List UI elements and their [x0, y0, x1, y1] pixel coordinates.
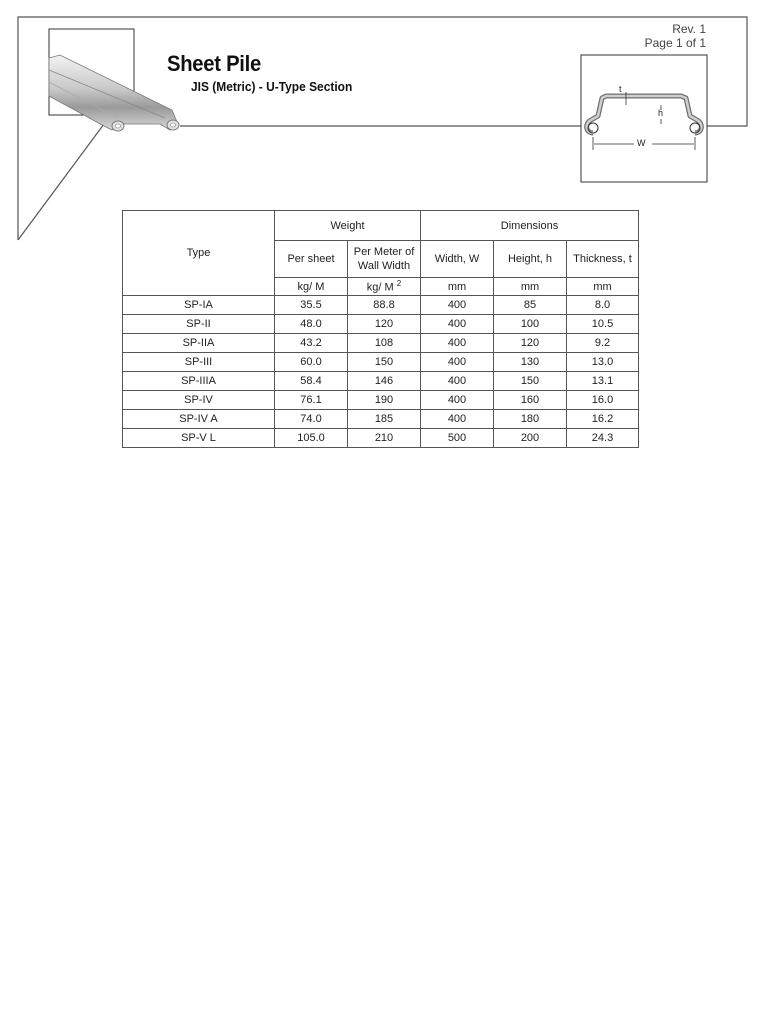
- cell-thickness: 8.0: [567, 296, 639, 315]
- page-number: Page 1 of 1: [644, 36, 706, 50]
- cell-thickness: 16.2: [567, 410, 639, 429]
- diagram-thickness-label: t: [619, 84, 622, 94]
- cell-per-meter: 185: [348, 410, 421, 429]
- section-diagram: [581, 55, 707, 182]
- diagram-height-label: h: [658, 108, 664, 118]
- per-meter-header-line1: Per Meter of: [353, 246, 415, 258]
- cell-per-meter: 146: [348, 372, 421, 391]
- cell-per-meter: 210: [348, 429, 421, 448]
- type-header: Type: [123, 211, 275, 296]
- cell-per-sheet: 105.0: [275, 429, 348, 448]
- cell-height: 85: [494, 296, 567, 315]
- unit-width: mm: [421, 278, 494, 296]
- cell-thickness: 13.0: [567, 353, 639, 372]
- cell-type: SP-IV: [123, 391, 275, 410]
- table-row: [123, 391, 639, 410]
- cell-type: SP-IV A: [123, 410, 275, 429]
- unit-per-meter-base: kg/ M: [366, 281, 394, 294]
- cell-per-meter: 120: [348, 315, 421, 334]
- cell-width: 500: [421, 429, 494, 448]
- cell-width: 400: [421, 296, 494, 315]
- cell-per-sheet: 74.0: [275, 410, 348, 429]
- weight-header: Weight: [275, 211, 421, 241]
- cell-height: 130: [494, 353, 567, 372]
- unit-per-sheet: kg/ M: [275, 278, 348, 296]
- revision-block: [645, 22, 706, 50]
- cell-thickness: 13.1: [567, 372, 639, 391]
- cell-width: 400: [421, 315, 494, 334]
- table-row: [123, 334, 639, 353]
- cell-height: 160: [494, 391, 567, 410]
- table-row: [123, 410, 639, 429]
- thickness-header: Thickness, t: [567, 241, 639, 278]
- cell-per-meter: 190: [348, 391, 421, 410]
- cell-per-sheet: 58.4: [275, 372, 348, 391]
- cell-per-meter: 108: [348, 334, 421, 353]
- dimensions-header: Dimensions: [421, 211, 639, 241]
- cell-per-sheet: 60.0: [275, 353, 348, 372]
- width-header: Width, W: [421, 241, 494, 278]
- unit-per-meter-exponent: 2: [396, 279, 402, 289]
- cell-thickness: 9.2: [567, 334, 639, 353]
- cell-per-sheet: 48.0: [275, 315, 348, 334]
- cell-width: 400: [421, 410, 494, 429]
- cell-width: 400: [421, 334, 494, 353]
- cell-thickness: 16.0: [567, 391, 639, 410]
- unit-per-meter: [348, 278, 421, 296]
- cell-width: 400: [421, 391, 494, 410]
- per-meter-header: [348, 241, 421, 278]
- diagram-width-label: W: [637, 138, 646, 148]
- cell-type: SP-V L: [123, 429, 275, 448]
- cell-height: 150: [494, 372, 567, 391]
- spec-table: [122, 210, 639, 448]
- per-meter-header-line2: Wall Width: [357, 260, 411, 272]
- cell-height: 120: [494, 334, 567, 353]
- cell-height: 200: [494, 429, 567, 448]
- cell-per-meter: 150: [348, 353, 421, 372]
- cell-thickness: 24.3: [567, 429, 639, 448]
- table-row: [123, 353, 639, 372]
- cell-per-sheet: 76.1: [275, 391, 348, 410]
- cell-height: 100: [494, 315, 567, 334]
- per-sheet-header: Per sheet: [275, 241, 348, 278]
- cell-type: SP-IIA: [123, 334, 275, 353]
- page-subtitle: JIS (Metric) - U-Type Section: [191, 79, 353, 94]
- cell-thickness: 10.5: [567, 315, 639, 334]
- table-row: [123, 372, 639, 391]
- table-row: [123, 315, 639, 334]
- revision-label: Rev. 1: [672, 22, 706, 36]
- cell-per-sheet: 35.5: [275, 296, 348, 315]
- table-row: [123, 296, 639, 315]
- cell-type: SP-III: [123, 353, 275, 372]
- unit-height: mm: [494, 278, 567, 296]
- table-row: [123, 429, 639, 448]
- cell-type: SP-IIIA: [123, 372, 275, 391]
- page-title: Sheet Pile: [167, 51, 261, 76]
- cell-per-sheet: 43.2: [275, 334, 348, 353]
- header-row-groups: [123, 211, 639, 241]
- cell-per-meter: 88.8: [348, 296, 421, 315]
- height-header: Height, h: [494, 241, 567, 278]
- cell-width: 400: [421, 353, 494, 372]
- unit-thickness: mm: [567, 278, 639, 296]
- cell-type: SP-IA: [123, 296, 275, 315]
- cell-height: 180: [494, 410, 567, 429]
- cell-width: 400: [421, 372, 494, 391]
- cell-type: SP-II: [123, 315, 275, 334]
